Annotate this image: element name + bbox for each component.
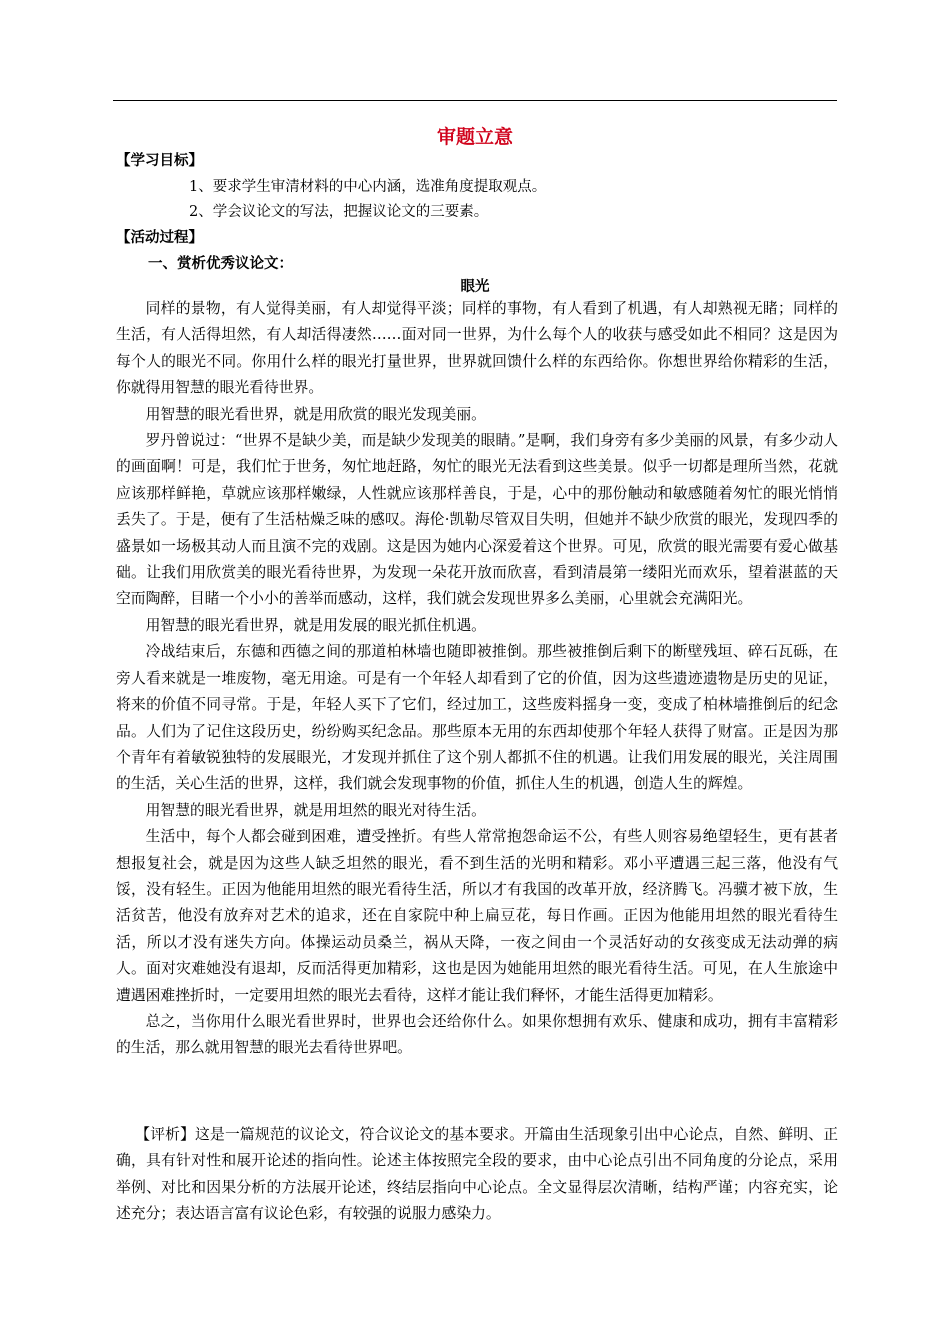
essay-paragraph: 生活中，每个人都会碰到困难，遭受挫折。有些人常常抱怨命运不公，有些人则容易绝望轻生，更有甚者想报复社会，就是因为这些人缺乏坦然的眼光，看不到生活的光明和精彩。邓小平遭遇三起三落，他没有气馁，没有轻生。正因为他能用坦然的眼光看待生活，所以才有我国的改革开放，经济腾飞。冯骥才被下放，生活贫苦，他没有放弃对艺术的追求，还在自家院中种上扁豆花，每日作画。正因为他能用坦然的眼光看待生活，所以才没有迷失方向。体操运动员桑兰，祸从天降，一夜之间由一个灵活好动的女孩变成无法动弹的病人。面对灾难她没有退却，反而活得更加精彩，这也是因为她能用坦然的眼光看待生活。可见，在人生旅途中遭遇困难挫折时，一定要用坦然的眼光去看待，这样才能让我们释怀，才能生活得更加精彩。 [116,828,838,1004]
learning-goals-heading: 【学习目标】 [116,153,203,169]
essay-body [116,296,838,1062]
essay-paragraph: 用智慧的眼光看世界，就是用欣赏的眼光发现美丽。 [145,405,486,423]
essay-paragraph: 冷战结束后，东德和西德之间的那道柏林墙也随即被推倒。那些被推倒后剩下的断壁残垣、碎石瓦砾，在旁人看来就是一堆废物，毫无用途。可是有一个年轻人却看到了它的价值，因为这些遗迹遗物是历史的见证，将来的价值不同寻常。于是，年轻人买下了它们，经过加工，这些废料摇身一变，变成了柏林墙推倒后的纪念品。人们为了记住这段历史，纷纷购买纪念品。那些原本无用的东西却使那个年轻人获得了财富。正是因为那个青年有着敏锐独特的发展眼光，才发现并抓住了这个别人都抓不住的机遇。让我们用发展的眼光，关注周围的生活，关心生活的世界，这样，我们就会发现事物的价值，抓住人生的机遇，创造人生的辉煌。 [116,643,838,793]
section-heading: 一、赏析优秀议论文： [148,256,293,272]
essay-paragraph: 用智慧的眼光看世界，就是用发展的眼光抓住机遇。 [145,616,486,634]
commentary-text: 【评析】这是一篇规范的议论文，符合议论文的基本要求。开篇由生活现象引出中心论点，自然、鲜明、正确，具有针对性和展开论述的指向性。论述主体按照完全段的要求，由中心论点引出不同角度的分论点，采用举例、对比和因果分析的方法展开论述，终结层指向中心论点。全文显得层次清晰，结构严谨；内容充实，论述充分；表达语言富有议论色彩，有较强的说服力感染力。 [116,1126,838,1223]
activity-heading: 【活动过程】 [116,230,203,246]
page-title: 审题立意 [436,126,513,148]
header-rule [113,100,837,101]
essay-paragraph: 同样的景物，有人觉得美丽，有人却觉得平淡；同样的事物，有人看到了机遇，有人却熟视无睹；同样的生活，有人活得坦然，有人却活得凄然……面对同一世界，为什么每个人的收获与感受如此不相同？这是因为每个人的眼光不同。你用什么样的眼光打量世界，世界就回馈什么样的东西给你。你想世界给你精彩的生活，你就得用智慧的眼光看待世界。 [116,300,838,397]
essay-paragraph: 用智慧的眼光看世界，就是用坦然的眼光对待生活。 [145,801,486,819]
learning-goal-item: 1、要求学生审清材料的中心内涵，选准角度提取观点。 [189,179,547,195]
essay-paragraph: 总之，当你用什么眼光看世界时，世界也会还给你什么。如果你想拥有欢乐、健康和成功，拥有丰富精彩的生活，那么就用智慧的眼光去看待世界吧。 [116,1012,838,1057]
learning-goal-item: 2、学会议论文的写法，把握议论文的三要素。 [189,204,489,220]
commentary-block [116,1122,838,1228]
essay-title: 眼光 [460,279,490,295]
essay-paragraph: 罗丹曾说过：“世界不是缺少美，而是缺少发现美的眼睛。”是啊，我们身旁有多少美丽的风景，有多少动人的画面啊！可是，我们忙于世务，匆忙地赶路，匆忙的眼光无法看到这些美景。似乎一切都是理所当然，花就应该那样鲜艳，草就应该那样嫩绿，人性就应该那样善良，于是，心中的那份触动和敏感随着匆忙的眼光悄悄丢失了。于是，便有了生活枯燥乏味的感叹。海伦·凯勒尽管双目失明，但她并不缺少欣赏的眼光，发现四季的盛景如一场极其动人而且演不完的戏剧。这是因为她内心深爱着这个世界。可见，欣赏的眼光需要有爱心做基础。让我们用欣赏美的眼光看待世界，为发现一朵花开放而欣喜，看到清晨第一缕阳光而欢乐，望着湛蓝的天空而陶醉，目睹一个小小的善举而感动，这样，我们就会发现世界多么美丽，心里就会充满阳光。 [116,432,838,608]
